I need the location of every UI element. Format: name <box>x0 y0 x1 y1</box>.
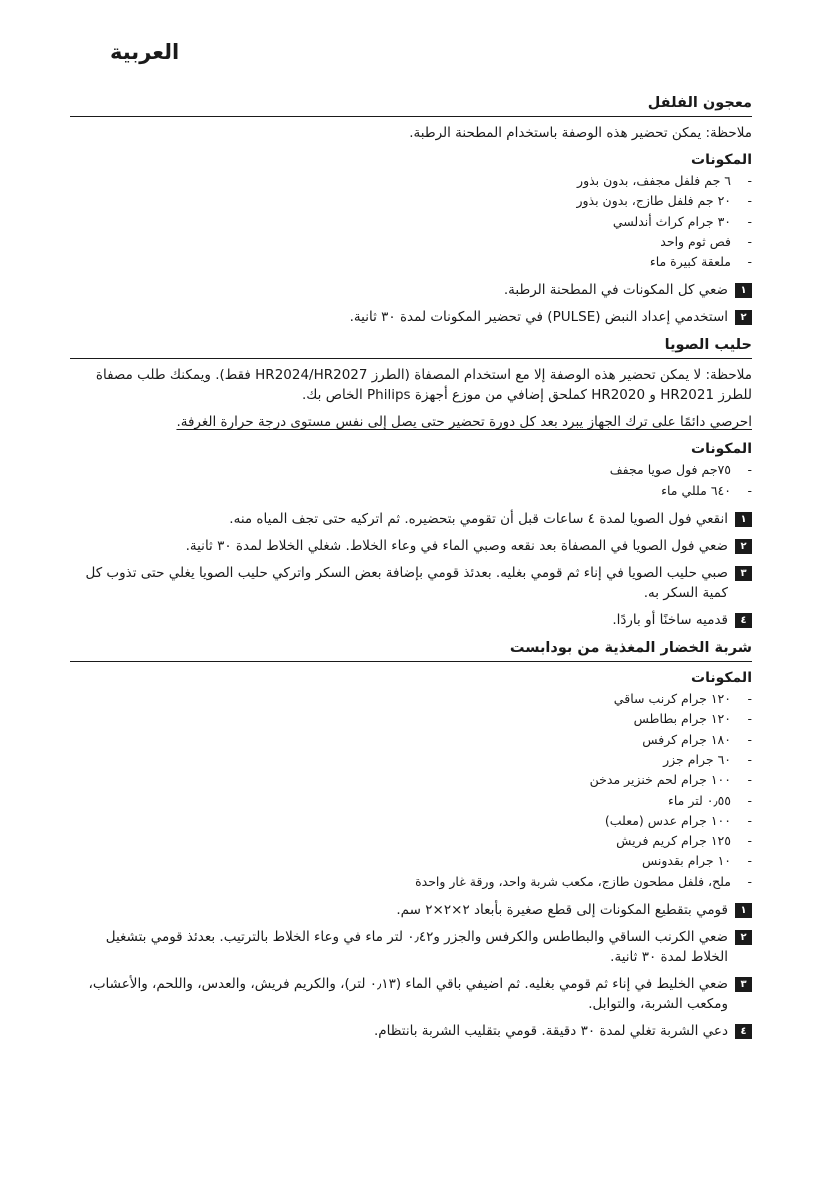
step-text: قدميه ساخنًا أو باردًا. <box>612 612 728 629</box>
recipe-content <box>70 92 752 1048</box>
ingredients-heading: المكونات <box>691 441 752 458</box>
recipe-section-chili-paste <box>70 92 752 327</box>
step-item <box>70 1021 752 1041</box>
step-item <box>70 509 752 529</box>
ingredient-item: - ٧٥جم فول صويا مجفف <box>70 460 752 480</box>
step-item <box>70 536 752 556</box>
step-number-badge: ٣ <box>735 566 752 581</box>
step-item <box>70 974 752 1014</box>
step-text: ضعي الكرنب الساقي والبطاطس والكرفس والجزر و٠٫٤٢ لتر ماء في وعاء الخلاط بالترتيب. بعدئذ قومي بتشغيل الخلاط لمدة ٣٠ ثانية. <box>105 929 728 966</box>
ingredient-item: - ٣٠ جرام كراث أندلسي <box>70 212 752 232</box>
ingredient-item: - ١٠٠ جرام لحم خنزير مدخن <box>70 770 752 790</box>
ingredient-item: - ١٠٠ جرام عدس (معلب) <box>70 811 752 831</box>
ingredient-item: - ٢٠ جم فلفل طازج، بدون بذور <box>70 191 752 211</box>
step-number-badge: ٣ <box>735 977 752 992</box>
ingredient-item: - ١٢٠ جرام بطاطس <box>70 709 752 729</box>
ingredient-item: - ١٢٥ جرام كريم فريش <box>70 831 752 851</box>
step-item <box>70 900 752 920</box>
step-text: صبي حليب الصويا في إناء ثم قومي بغليه. بعدئذ قومي بإضافة بعض السكر واتركي حليب الصويا يغلي حتى تذوب كل كمية السكر به. <box>85 565 728 602</box>
section-title: حليب الصويا <box>70 334 752 359</box>
ingredient-item: - فص ثوم واحد <box>70 232 752 252</box>
step-number-badge: ٤ <box>735 1024 752 1039</box>
step-text: ضعي الخليط في إناء ثم قومي بغليه. ثم اضيفي باقي الماء (٠٫١٣ لتر)، والكريم فريش، والعدس، واللحم، والأعشاب، ومكعب الشربة، والتوابل. <box>88 976 728 1013</box>
recipe-section-vegetable-soup <box>70 637 752 1041</box>
section-note: ملاحظة: لا يمكن تحضير هذه الوصفة إلا مع استخدام المصفاة (الطرز HR2024/HR2027 فقط). ويمكنك طلب مصفاة للطرز HR2021 و HR2020 كملحق إضافي من موزع أجهزة Philips الخاص بك. <box>95 367 752 404</box>
step-item <box>70 307 752 327</box>
step-number-badge: ٢ <box>735 930 752 945</box>
step-text: استخدمي إعداد النبض (PULSE) في تحضير المكونات لمدة ٣٠ ثانية. <box>349 309 728 326</box>
step-text: انقعي فول الصويا لمدة ٤ ساعات قبل أن تقومي بتحضيره. ثم اتركيه حتى تجف المياه منه. <box>229 511 728 528</box>
ingredients-list <box>70 171 752 272</box>
step-number-badge: ١ <box>735 903 752 918</box>
section-title: شربة الخضار المغذية من بودابست <box>70 637 752 662</box>
ingredient-item: - ١٢٠ جرام كرنب ساقي <box>70 689 752 709</box>
language-label: العربية <box>110 40 180 64</box>
step-number-badge: ١ <box>735 283 752 298</box>
step-number-badge: ٤ <box>735 613 752 628</box>
ingredient-item: - ٦٠ جرام جزر <box>70 750 752 770</box>
step-item <box>70 563 752 603</box>
warning-note: احرصي دائمًا على ترك الجهاز يبرد بعد كل دورة تحضير حتى يصل إلى نفس مستوى درجة حرارة الغرفة. <box>176 414 752 431</box>
ingredient-item: - ١٠ جرام بقدونس <box>70 851 752 871</box>
ingredient-item: - ١٨٠ جرام كرفس <box>70 730 752 750</box>
section-note: ملاحظة: يمكن تحضير هذه الوصفة باستخدام المطحنة الرطبة. <box>409 125 752 141</box>
step-text: دعي الشربة تغلي لمدة ٣٠ دقيقة. قومي بتقليب الشربة بانتظام. <box>373 1023 728 1040</box>
step-number-badge: ١ <box>735 512 752 527</box>
ingredient-item: - ٦٤٠ مللي ماء <box>70 481 752 501</box>
ingredients-list <box>70 689 752 892</box>
ingredient-item: - ملعقة كبيرة ماء <box>70 252 752 272</box>
ingredient-item: - ٦ جم فلفل مجفف، بدون بذور <box>70 171 752 191</box>
step-text: ضعي فول الصويا في المصفاة بعد نقعه وصبي الماء في وعاء الخلاط. شغلي الخلاط لمدة ٣٠ ثانية. <box>185 538 728 555</box>
ingredients-heading: المكونات <box>691 152 752 168</box>
step-number-badge: ٢ <box>735 310 752 325</box>
step-item <box>70 610 752 630</box>
ingredients-heading: المكونات <box>691 670 752 687</box>
step-text: قومي بتقطيع المكونات إلى قطع صغيرة بأبعاد ٢×٢×٢ سم. <box>396 902 728 919</box>
step-number-badge: ٢ <box>735 539 752 554</box>
step-text: ضعي كل المكونات في المطحنة الرطبة. <box>503 282 728 299</box>
recipe-section-soy-milk <box>70 334 752 630</box>
section-title: معجون الفلفل <box>70 92 752 117</box>
ingredients-list <box>70 460 752 501</box>
ingredient-item: - ملح، فلفل مطحون طازج، مكعب شربة واحد، ورقة غار واحدة <box>70 872 752 892</box>
step-item <box>70 280 752 300</box>
step-item <box>70 927 752 967</box>
ingredient-item: - ٠٫٥٥ لتر ماء <box>70 791 752 811</box>
